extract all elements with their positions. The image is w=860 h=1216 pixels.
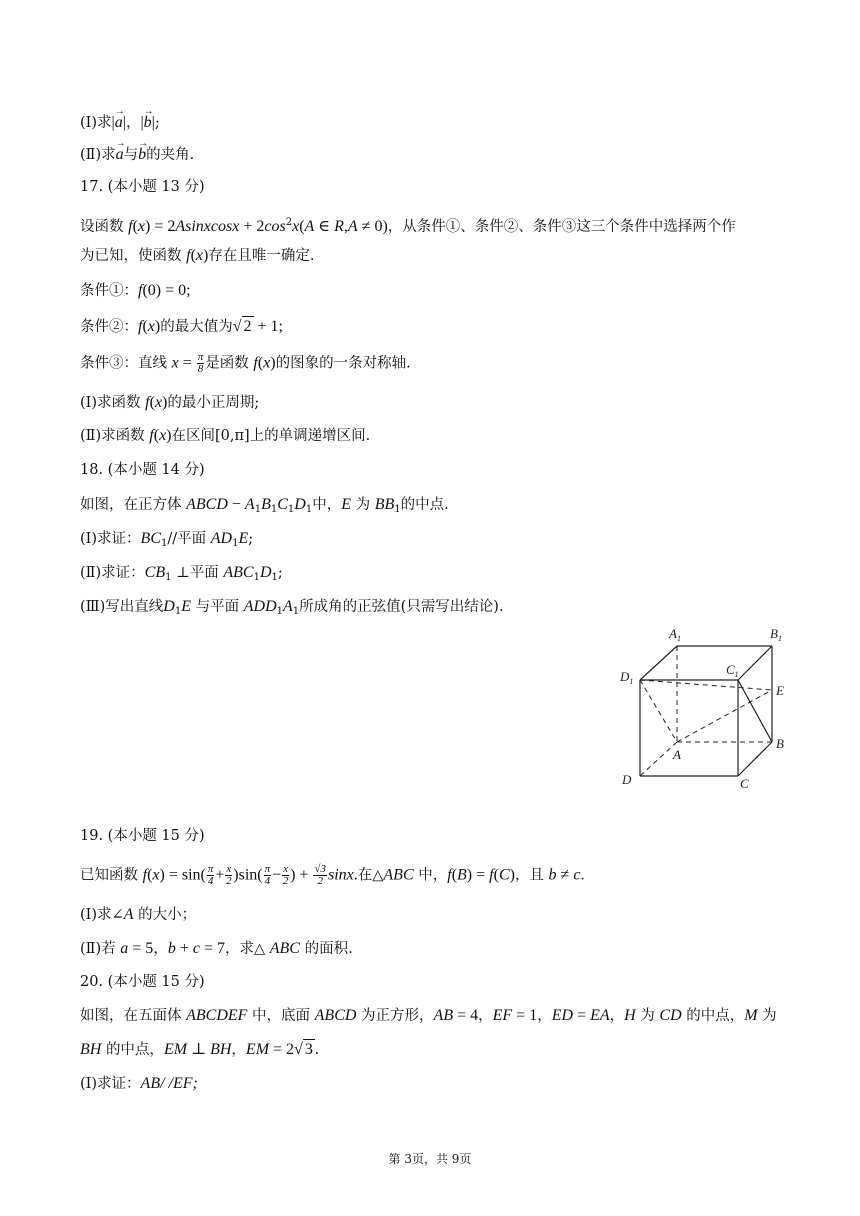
q19-statement: 已知函数 f(x) = sin( $\frac{\pi}{4}$ + $\frac{x}{2}$ )sin( $\frac{\pi}{4}$ − $\frac{x}{2}$ ) + $\frac{√3}{2}$ sinx.在△ABC 中，f(B) = f(C)，且 b ≠ c. (80, 863, 585, 887)
q17-statement-cont: 为已知，使函数 f(x)存在且唯一确定. (80, 247, 315, 264)
q17-condition-2: 条件②：f(x)的最大值为√ 2 + 1; (80, 318, 283, 335)
q17-heading: 17. (本小题 13 分) (80, 179, 205, 195)
q19-part-ii: (Ⅱ)若 a = 5，b + c = 7，求△ ABC 的面积. (80, 940, 353, 957)
q20-statement-cont: BH 的中点，EM ⊥ BH，EM = 2√ 3 . (80, 1041, 319, 1058)
label-d1: $D_1$ (620, 669, 634, 686)
q20-statement: 如图，在五面体 ABCDEF 中，底面 ABCD 为正方形，AB = 4，EF = 1，ED = EA，H 为 CD 的中点，M 为 (80, 1007, 777, 1024)
page-footer: 第 3页，共 9页 (388, 1152, 472, 1166)
q16-part-ii: (Ⅱ)求→ a与→ b的夹角. (80, 145, 194, 165)
label-a1: $A_1$ (669, 626, 681, 643)
q17-condition-3: 条件③：直线 x = $\frac{\pi}{8}$ 是函数 f(x)的图象的一条对称轴. (80, 351, 411, 375)
label-b1: $B_1$ (770, 626, 782, 643)
label-e: E (776, 683, 784, 698)
q17-condition-1: 条件①：f(0) = 0; (80, 282, 191, 299)
q18-part-iii: (Ⅲ)写出直线$D_1E$ 与平面 $ADD_1A_1$所成角的正弦值(只需写出结论). (80, 598, 504, 617)
label-d: D (622, 772, 632, 787)
q20-heading: 20. (本小题 15 分) (80, 974, 205, 990)
q20-part-i: (Ⅰ)求证：AB/ /EF; (80, 1075, 198, 1092)
q18-part-ii: (Ⅱ)求证：$CB_1$ ⊥平面 $ABC_1D_1$; (80, 564, 283, 583)
label-c: C (740, 776, 749, 790)
q18-statement: 如图，在正方体 ABCD − $A_1B_1C_1D_1$中，E 为 $BB_1$的中点. (80, 496, 449, 515)
label-b: B (776, 736, 784, 751)
q18-heading: 18. (本小题 14 分) (80, 462, 205, 478)
q18-part-i: (Ⅰ)求证：$BC_1//$平面 $AD_1E$; (80, 530, 254, 549)
label-c1: $C_1$ (726, 662, 739, 679)
q17-part-i: (Ⅰ)求函数 f(x)的最小正周期; (80, 394, 260, 411)
label-a: A (673, 747, 681, 762)
q17-part-ii: (Ⅱ)求函数 f(x)在区间[0,π]上的单调递增区间. (80, 427, 371, 444)
q19-heading: 19. (本小题 15 分) (80, 828, 205, 844)
q19-part-i: (Ⅰ)求∠A 的大小； (80, 906, 197, 923)
q16-part-i: (Ⅰ)求|→ a|，|→ b|; (80, 113, 160, 133)
q17-statement: 设函数 f(x) = 2Asinxcosx + $2\cos^2x(A$ ∈ R,A ≠ 0)，从条件①、条件②、条件③这三个条件中选择两个作 (80, 217, 736, 235)
cube-figure (612, 618, 797, 790)
